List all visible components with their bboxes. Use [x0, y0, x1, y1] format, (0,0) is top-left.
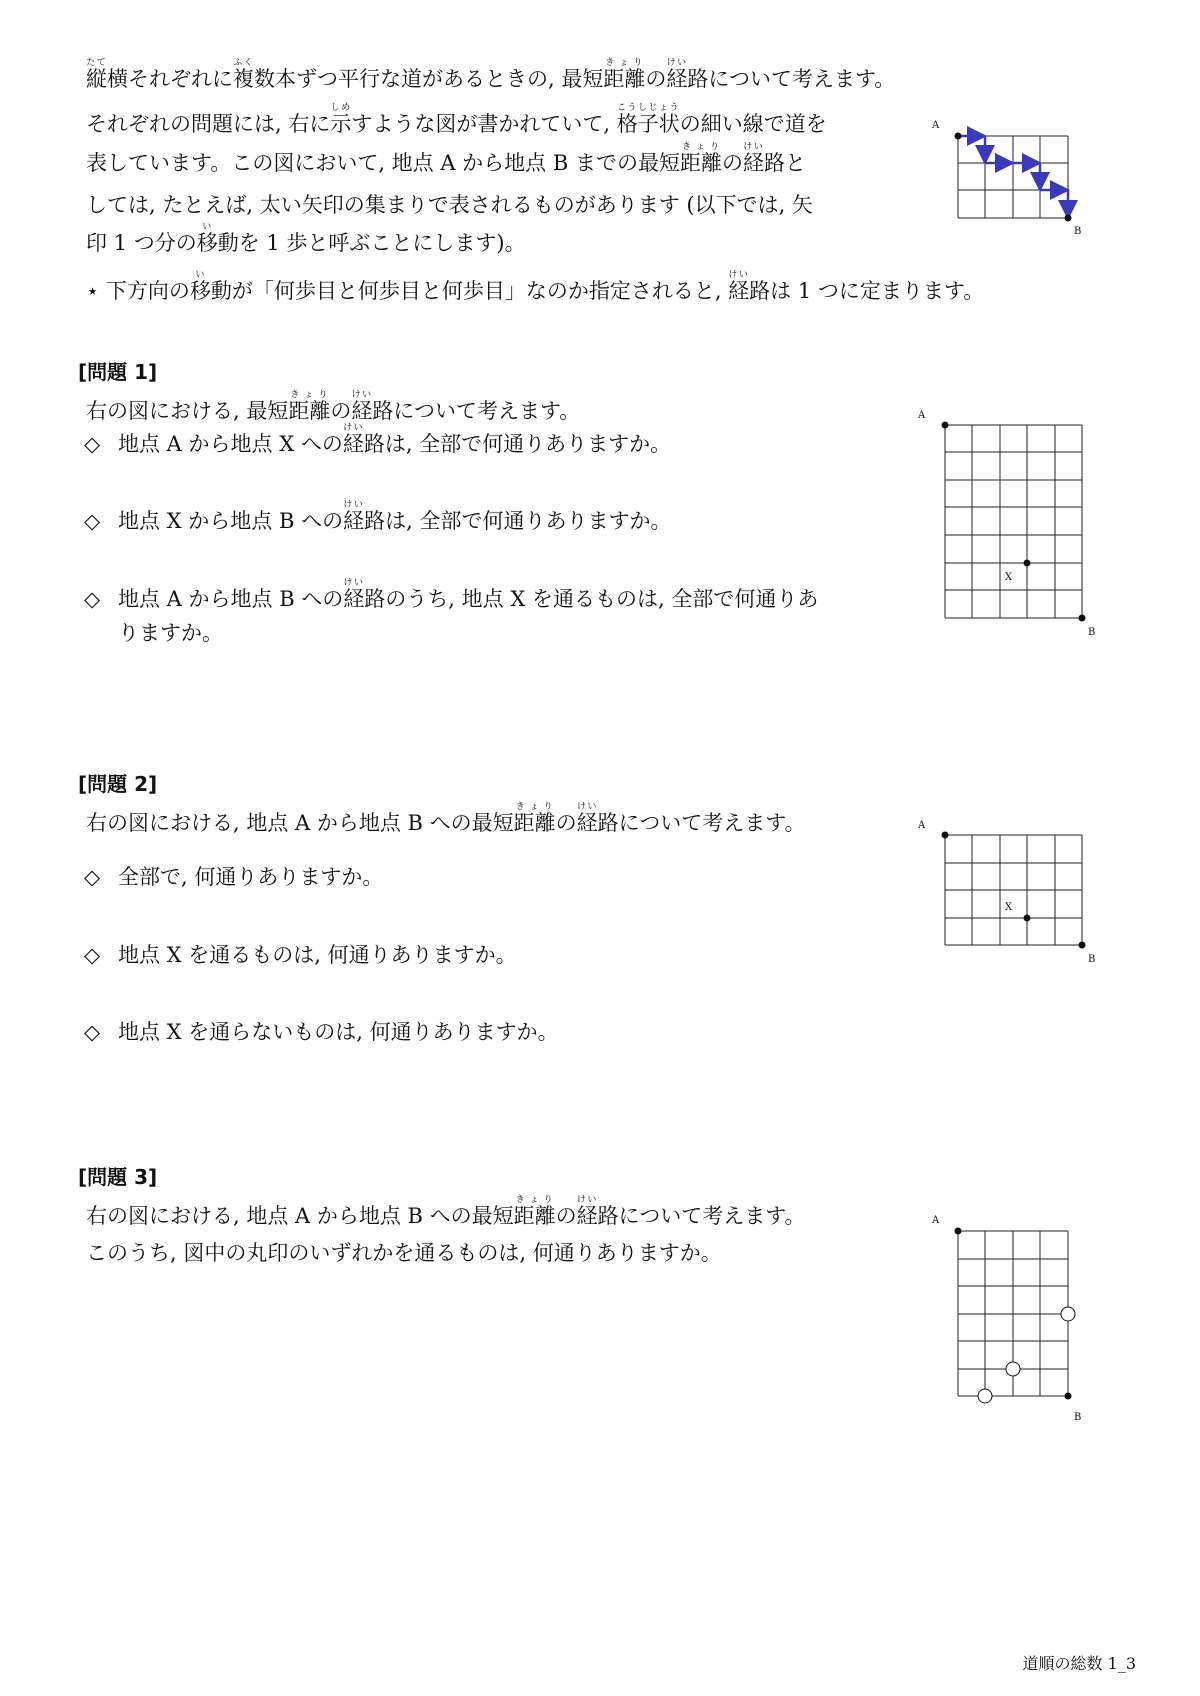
ruby-i: 移い: [189, 270, 211, 303]
p3-label-b: B: [1074, 1412, 1082, 1423]
diamond-icon: ◇: [84, 587, 101, 611]
example-grid-lines: [958, 136, 1068, 218]
problem1-intro: 右の図における, 最短距離きょりの経けい路について考えます。: [86, 390, 581, 423]
p3-circle-mark-1: [1061, 1307, 1075, 1321]
intro-line-4: しては, たとえば, 太い矢印の集まりで表されるものがあります (以下では, 矢: [86, 193, 813, 217]
ruby-tate: 縦たて: [86, 58, 107, 91]
ruby-kyori: 距離きょり: [679, 142, 722, 175]
ruby-koushi: 格子状こうしじょう: [616, 103, 680, 136]
p2-point-x: [1024, 915, 1031, 922]
intro-line-5: 印 1 つ分の移い動を 1 歩と呼ぶことにします)。: [86, 222, 526, 255]
diamond-icon: ◇: [84, 432, 101, 456]
p2-label-x: X: [1005, 902, 1013, 913]
intro-line-1: 縦たて横それぞれに複ふく数本ずつ平行な道があるときの, 最短距離きょりの経けい路について考えます。: [86, 58, 896, 91]
problem1-question-2: ◇ 地点 X から地点 B への経けい路は, 全部で何通りありますか。: [84, 500, 671, 538]
p2-point-a: [942, 832, 949, 839]
example-point-b: [1065, 215, 1072, 222]
p2-label-a: A: [918, 820, 926, 831]
problem3-header: [問題 3]: [78, 1165, 158, 1189]
diamond-icon: ◇: [84, 1020, 101, 1044]
problem2-question-2: ◇ 地点 X を通るものは, 何通りありますか。: [84, 938, 517, 972]
intro-line-2: それぞれの問題には, 右に示しめすような図が書かれていて, 格子状こうしじょうの細い線で道を: [86, 103, 827, 136]
ruby-shime: 示しめ: [330, 103, 352, 136]
intro-line-6: ⋆ 下方向の移い動が「何歩目と何歩目と何歩目」なのか指定されると, 経けい路は 1 つに定まります。: [86, 270, 985, 303]
problem2-grid-figure: [915, 810, 1115, 965]
p1-label-a: A: [918, 410, 926, 421]
p3-point-b: [1065, 1393, 1072, 1400]
problem2-header: [問題 2]: [78, 772, 158, 796]
example-grid-figure: [930, 110, 1082, 237]
problem3-line-2: このうち, 図中の丸印のいずれかを通るものは, 何通りありますか。: [86, 1241, 722, 1265]
example-label-a: A: [932, 120, 940, 131]
diamond-icon: ◇: [84, 865, 101, 889]
problem2-question-1: ◇ 全部で, 何通りありますか。: [84, 860, 383, 894]
diamond-icon: ◇: [84, 509, 101, 533]
p1-grid-lines: [945, 425, 1082, 618]
p1-point-b: [1079, 615, 1086, 622]
p1-label-b: B: [1088, 627, 1096, 638]
problem3-intro: 右の図における, 地点 A から地点 B への最短距離きょりの経けい路について考えます。: [86, 1195, 806, 1228]
p1-point-a: [942, 422, 949, 429]
example-label-b: B: [1074, 226, 1082, 237]
p2-grid-lines: [945, 835, 1082, 945]
ruby-kei: 経けい: [666, 58, 688, 91]
p2-point-b: [1079, 942, 1086, 949]
p1-point-x: [1024, 560, 1031, 567]
ruby-kyori: 距離きょり: [603, 58, 646, 91]
ruby-i: 移い: [196, 222, 218, 255]
problem2-question-3: ◇ 地点 X を通らないものは, 何通りありますか。: [84, 1015, 559, 1049]
p3-circle-mark-3: [978, 1389, 992, 1403]
page-footer: 道順の総数 1_3: [1022, 1654, 1136, 1673]
ruby-kei: 経けい: [742, 142, 764, 175]
problem1-question-3: ◇ 地点 A から地点 B への経けい路のうち, 地点 X を通るものは, 全部で何通りあ りますか。: [84, 578, 819, 645]
diamond-icon: ◇: [84, 943, 101, 967]
problem2-intro: 右の図における, 地点 A から地点 B への最短距離きょりの経けい路について考えます。: [86, 802, 806, 835]
p3-point-a: [955, 1228, 962, 1235]
problem1-grid-figure: [915, 400, 1115, 640]
problem1-question-1: ◇ 地点 A から地点 X への経けい路は, 全部で何通りありますか。: [84, 423, 671, 461]
intro-line-3: 表しています。この図において, 地点 A から地点 B までの最短距離きょりの経けい路と: [86, 142, 806, 175]
p3-circle-mark-2: [1006, 1362, 1020, 1376]
ruby-fuku: 複ふく: [233, 58, 254, 91]
p3-label-a: A: [932, 1215, 940, 1226]
ruby-kei: 経けい: [728, 270, 750, 303]
p1-label-x: X: [1005, 572, 1013, 583]
p2-label-b: B: [1088, 954, 1096, 965]
problem1-header: [問題 1]: [78, 360, 158, 384]
example-point-a: [955, 133, 962, 140]
problem3-grid-figure: [930, 1205, 1100, 1425]
